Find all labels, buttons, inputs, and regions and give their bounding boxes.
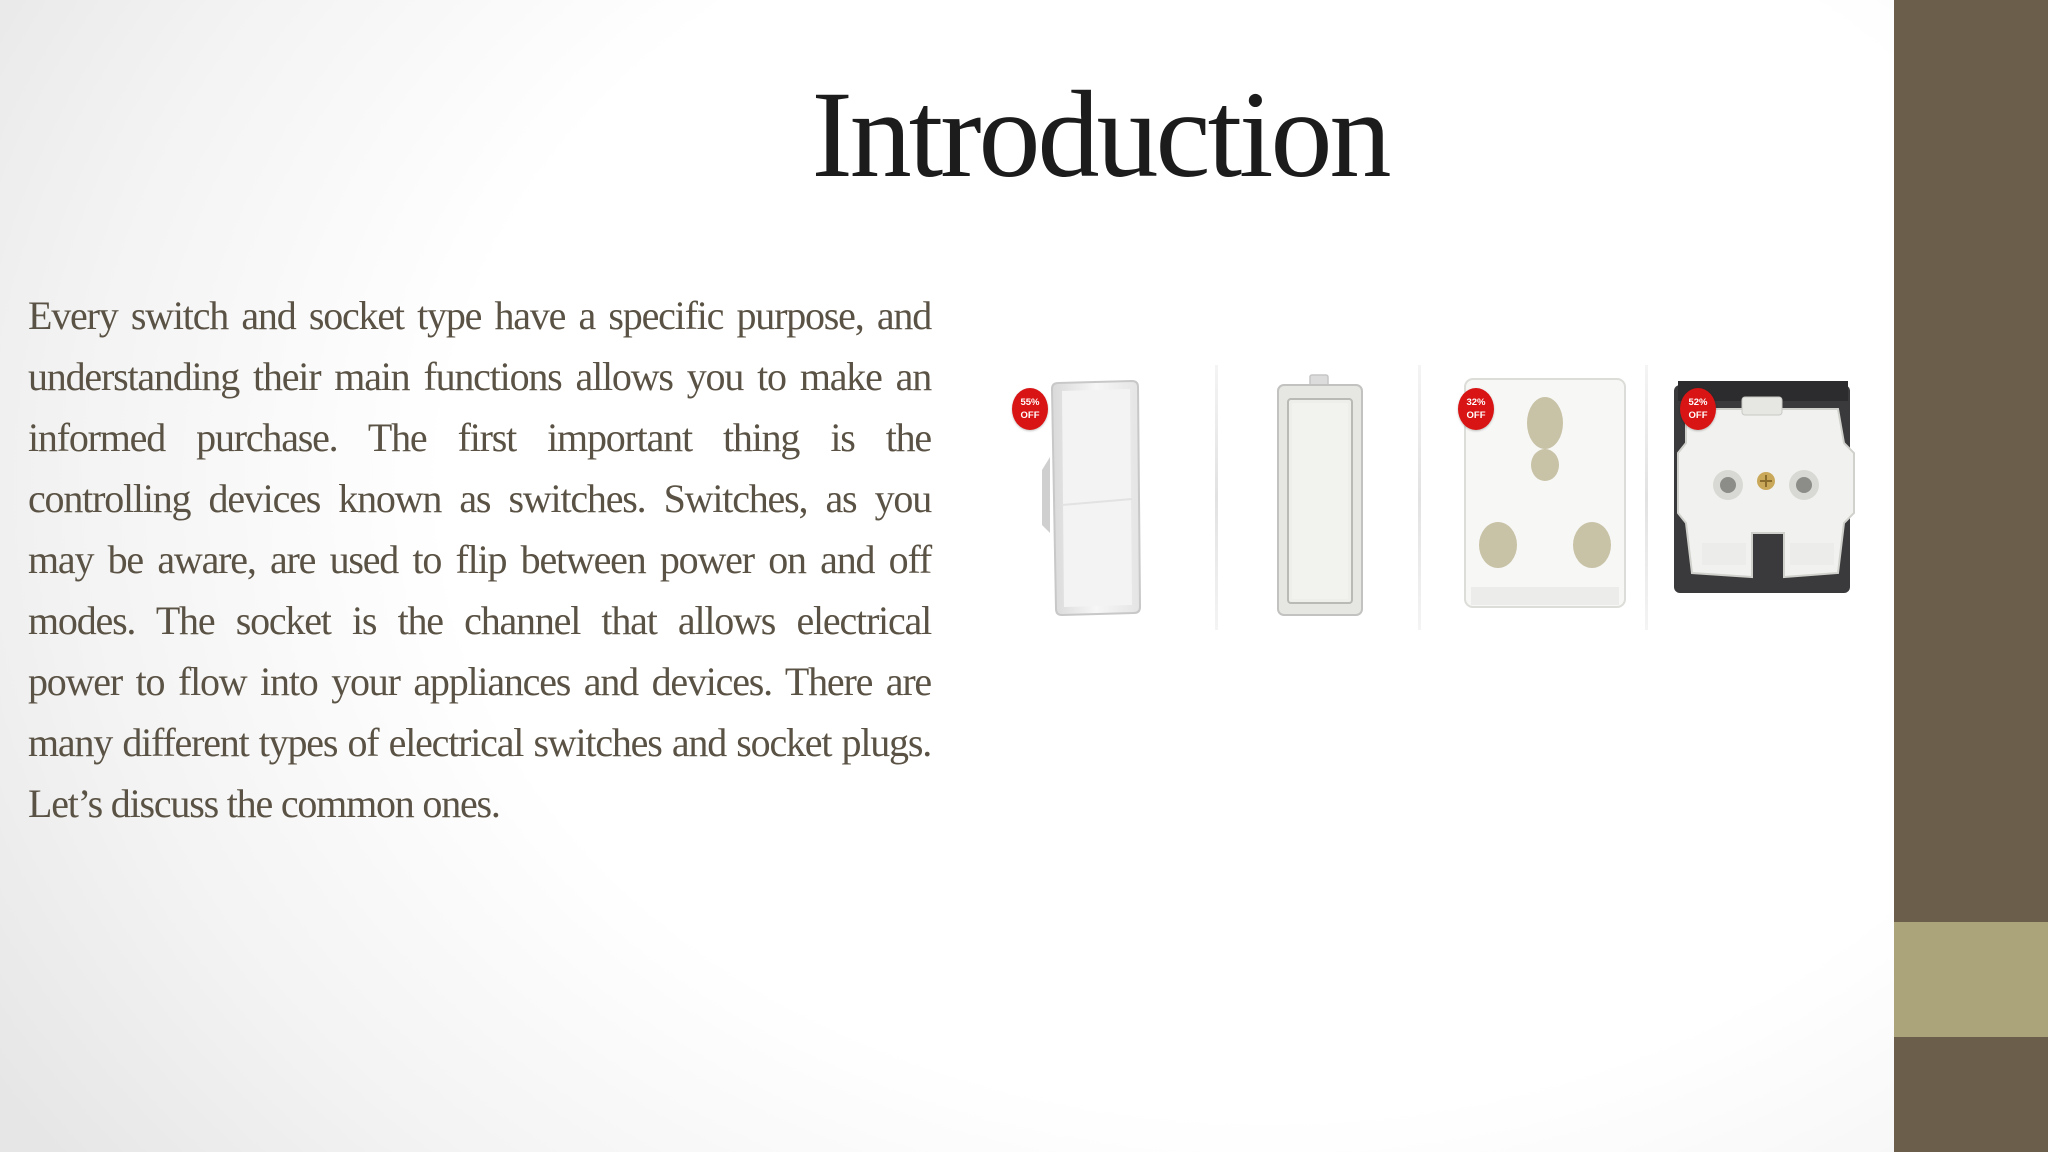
discount-badge: [1680, 388, 1716, 430]
badge-percent: 32%: [1466, 397, 1486, 408]
slide-body-text: Every switch and socket type have a specific purpose, and understanding their main functions allows you to make an informed purchase. The first important thing is the controlling devices known as switches. Switches, as you may be aware, are used to flip between power on and off modes. The socket is the channel that allows electrical power to flow into your appliances and devices. There are many different types of electrical switches and socket plugs. Let’s discuss the common ones.: [28, 293, 931, 826]
badge-off-label: OFF: [1466, 410, 1486, 421]
slide-title: Introduction: [811, 66, 1389, 203]
switch-image: [1032, 375, 1152, 625]
badge-percent: 52%: [1688, 397, 1708, 408]
discount-badge: [1012, 388, 1048, 430]
badge-off-label: OFF: [1688, 410, 1708, 421]
bell-push-switch-image: [1270, 373, 1370, 623]
discount-badge: [1458, 388, 1494, 430]
product-divider: [1215, 365, 1218, 630]
badge-off-label: OFF: [1020, 410, 1040, 421]
sidebar-accent-block: [1894, 922, 2048, 1037]
product-image-strip: [1000, 345, 1870, 630]
badge-percent: 55%: [1020, 397, 1040, 408]
product-divider: [1645, 365, 1648, 630]
product-divider: [1418, 365, 1421, 630]
